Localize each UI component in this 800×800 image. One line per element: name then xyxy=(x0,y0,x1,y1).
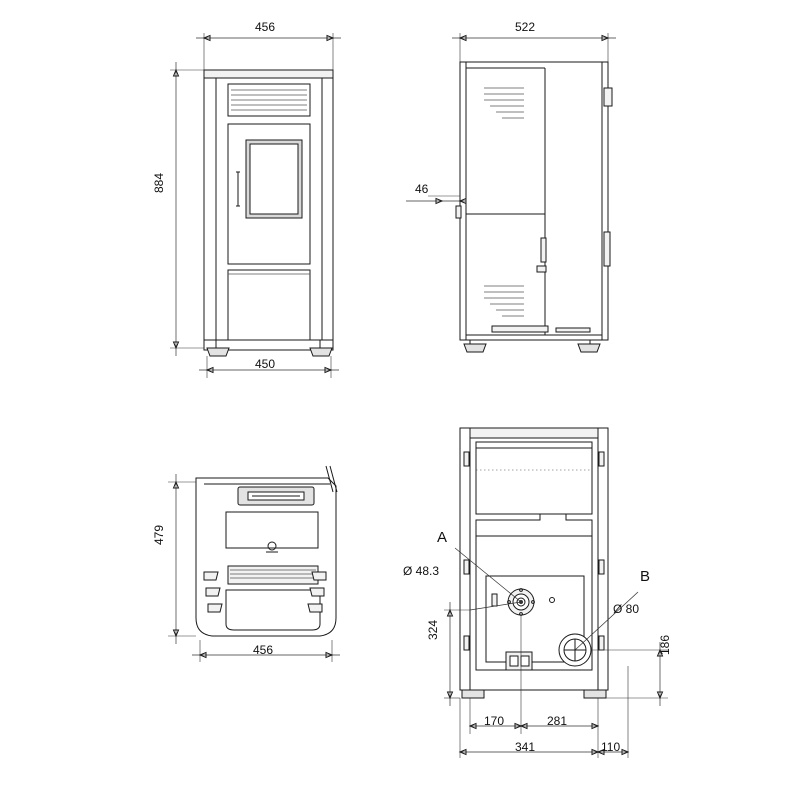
total-left-dim: 341 xyxy=(515,740,536,754)
front-height-dim: 884 xyxy=(152,172,166,193)
height-a-dim: 324 xyxy=(426,619,440,640)
diameter-a-dim: Ø 48.3 xyxy=(403,564,440,578)
side-depth-dim: 522 xyxy=(515,20,536,34)
diameter-b-dim: Ø 80 xyxy=(613,602,640,616)
left-offset-dim: 170 xyxy=(484,714,505,728)
top-depth-dim: 479 xyxy=(152,524,166,545)
height-b-dim: 186 xyxy=(658,634,672,655)
front-top-width-dim: 456 xyxy=(255,20,276,34)
front-bottom-width-dim: 450 xyxy=(255,357,276,371)
side-offset-dim: 46 xyxy=(415,182,429,196)
right-offset-dim: 110 xyxy=(601,740,621,754)
center-offset-dim: 281 xyxy=(547,714,568,728)
callout-label-b: B xyxy=(640,568,651,585)
callout-label-a: A xyxy=(437,529,448,546)
top-width-dim: 456 xyxy=(253,643,274,657)
